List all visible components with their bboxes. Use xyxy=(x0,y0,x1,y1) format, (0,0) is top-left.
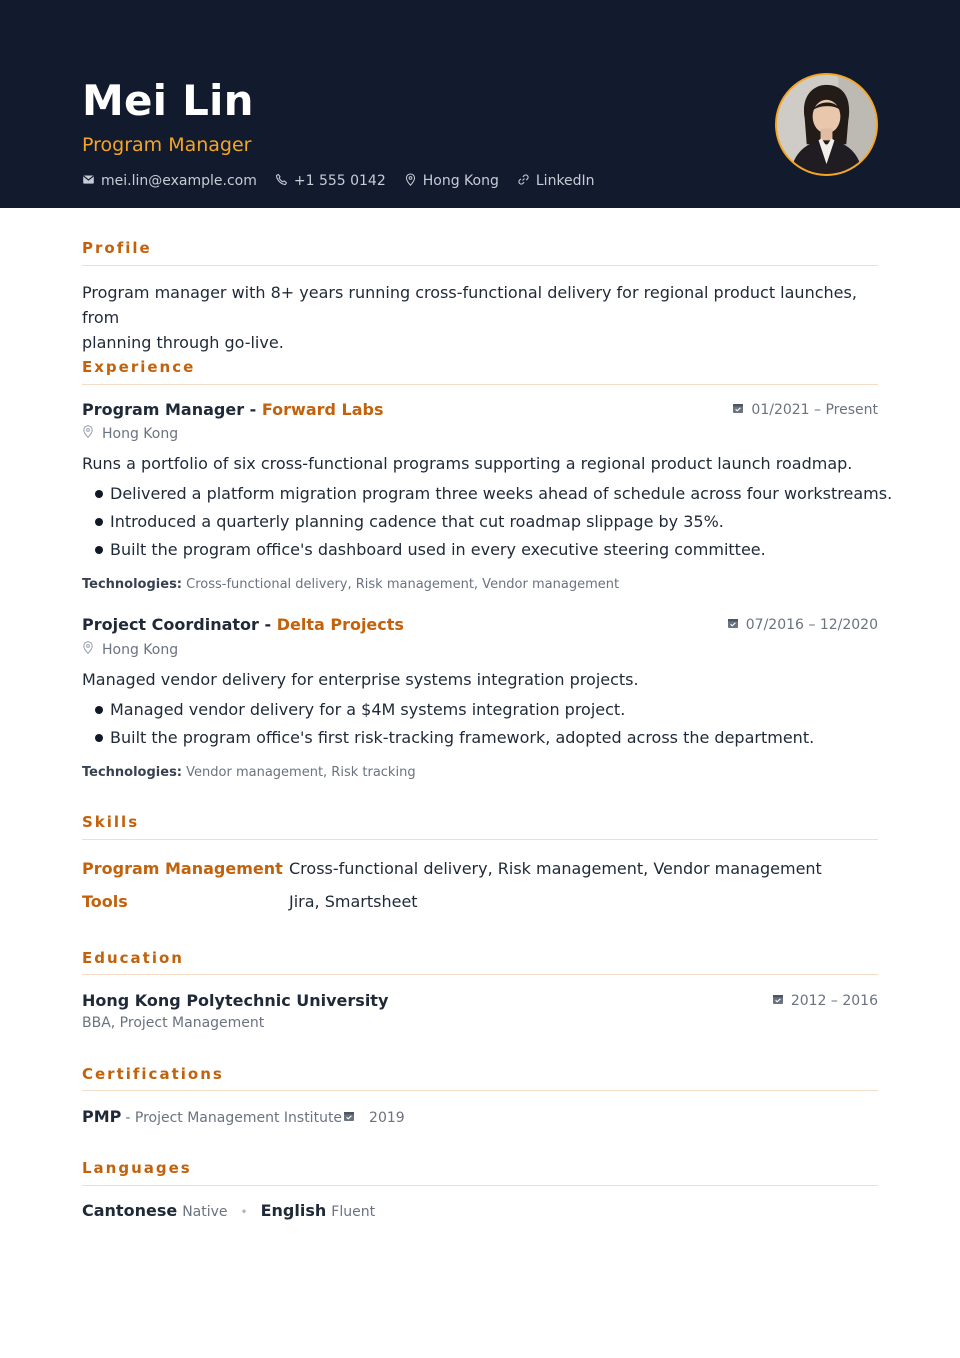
job-header xyxy=(82,615,878,637)
technologies-label: Technologies: xyxy=(82,577,183,592)
avatar xyxy=(775,73,878,176)
section-title-experience: Experience xyxy=(82,358,196,376)
candidate-title: Program Manager xyxy=(82,134,252,156)
location-pin-icon xyxy=(404,173,417,190)
calendar-icon xyxy=(727,617,739,633)
section-divider xyxy=(82,384,878,385)
section-divider xyxy=(82,1185,878,1186)
linkedin-text: LinkedIn xyxy=(535,173,595,189)
job-role: Program Manager xyxy=(82,400,245,419)
job-bullets xyxy=(94,482,893,566)
section-title-profile: Profile xyxy=(82,239,152,257)
language-name: English xyxy=(260,1201,327,1220)
technologies-list: Cross-functional delivery, Risk management, Vendor management xyxy=(182,577,620,592)
section-divider xyxy=(82,974,878,975)
list-item xyxy=(94,510,878,538)
bullet-icon xyxy=(95,518,103,526)
bullet-text: Introduced a quarterly planning cadence that cut roadmap slippage by 35%. xyxy=(110,512,724,531)
language-level: Native xyxy=(182,1204,228,1220)
job-summary: Runs a portfolio of six cross-functional programs supporting a regional product launch roadmap. xyxy=(82,454,853,473)
education-degree: BBA, Project Management xyxy=(82,1015,265,1031)
education-date-text: 2012 – 2016 xyxy=(790,993,878,1009)
location-text: Hong Kong xyxy=(422,173,499,189)
job-separator: - xyxy=(258,615,277,634)
job-date-text: 01/2021 – Present xyxy=(751,402,878,418)
job-header xyxy=(82,400,878,422)
job-title xyxy=(82,615,404,634)
list-item xyxy=(94,698,878,726)
skill-category: Tools xyxy=(82,892,128,911)
job-separator: - xyxy=(244,400,262,419)
section-title-education: Education xyxy=(82,949,184,967)
job-company: Forward Labs xyxy=(261,400,384,419)
skill-row xyxy=(82,859,878,883)
calendar-icon xyxy=(772,993,784,1009)
job-role: Project Coordinator xyxy=(82,615,259,634)
bullet-text: Delivered a platform migration program three weeks ahead of schedule across four workstreams. xyxy=(110,484,893,503)
certification-item xyxy=(82,1107,405,1126)
section-divider xyxy=(82,1090,878,1091)
education-dates xyxy=(772,993,878,1009)
job-technologies xyxy=(82,765,416,780)
job-dates xyxy=(727,617,878,633)
language-level: Fluent xyxy=(331,1204,376,1220)
profile-line: planning through go-live. xyxy=(82,333,284,352)
section-title-languages: Languages xyxy=(82,1159,192,1177)
profile-line: Program manager with 8+ years running cross-functional delivery for regional product launches, from xyxy=(82,283,857,327)
job-summary: Managed vendor delivery for enterprise systems integration projects. xyxy=(82,670,639,689)
certification-issuer: - Project Management Institute xyxy=(125,1110,343,1126)
skill-items: Jira, Smartsheet xyxy=(289,892,418,911)
language-separator: • xyxy=(240,1205,248,1219)
list-item xyxy=(94,482,893,510)
bullet-icon xyxy=(95,734,103,742)
language-name: Cantonese xyxy=(82,1201,178,1220)
job-location xyxy=(82,641,178,658)
link-icon xyxy=(517,173,530,190)
location-pin-icon xyxy=(82,425,94,442)
contact-phone[interactable] xyxy=(275,173,386,190)
envelope-icon xyxy=(82,173,95,190)
section-title-certifications: Certifications xyxy=(82,1065,224,1083)
candidate-name: Mei Lin xyxy=(82,76,254,125)
job-location-text: Hong Kong xyxy=(102,425,179,442)
job-location-text: Hong Kong xyxy=(102,641,179,658)
skill-category: Program Management xyxy=(82,859,283,878)
job-date-text: 07/2016 – 12/2020 xyxy=(745,617,878,633)
job-title xyxy=(82,400,384,419)
list-item xyxy=(94,538,878,566)
technologies-list: Vendor management, Risk tracking xyxy=(182,765,416,780)
phone-text: +1 555 0142 xyxy=(293,173,386,189)
bullet-icon xyxy=(95,490,103,498)
contact-bar xyxy=(82,171,595,191)
job-bullets xyxy=(94,698,878,754)
bullet-text: Built the program office's first risk-tracking framework, adopted across the department. xyxy=(110,728,815,747)
technologies-label: Technologies: xyxy=(82,765,183,780)
portrait-photo-icon xyxy=(777,75,876,174)
location-pin-icon xyxy=(82,641,94,658)
phone-icon xyxy=(275,173,288,190)
section-title-skills: Skills xyxy=(82,813,140,831)
list-item xyxy=(94,726,878,754)
skill-items: Cross-functional delivery, Risk management, Vendor management xyxy=(289,859,822,878)
calendar-icon xyxy=(343,1110,355,1126)
certification-name: PMP xyxy=(82,1107,122,1126)
bullet-icon xyxy=(95,546,103,554)
languages-list xyxy=(82,1201,375,1220)
bullet-text: Built the program office's dashboard used in every executive steering committee. xyxy=(110,540,766,559)
bullet-icon xyxy=(95,706,103,714)
section-divider xyxy=(82,839,878,840)
certification-year: 2019 xyxy=(369,1110,405,1126)
job-dates xyxy=(732,402,878,418)
job-technologies xyxy=(82,577,619,592)
bullet-text: Managed vendor delivery for a $4M systems integration project. xyxy=(110,700,626,719)
email-text: mei.lin@example.com xyxy=(101,173,257,189)
section-divider xyxy=(82,265,878,266)
calendar-icon xyxy=(732,402,744,418)
contact-linkedin[interactable] xyxy=(517,173,595,190)
job-company: Delta Projects xyxy=(276,615,404,634)
skill-row xyxy=(82,892,878,916)
job-location xyxy=(82,425,178,442)
education-school: Hong Kong Polytechnic University xyxy=(82,991,389,1010)
contact-email[interactable] xyxy=(82,173,257,190)
certification-date xyxy=(343,1110,405,1126)
profile-summary xyxy=(82,280,878,355)
contact-location xyxy=(404,173,499,190)
resume-header xyxy=(0,0,960,208)
